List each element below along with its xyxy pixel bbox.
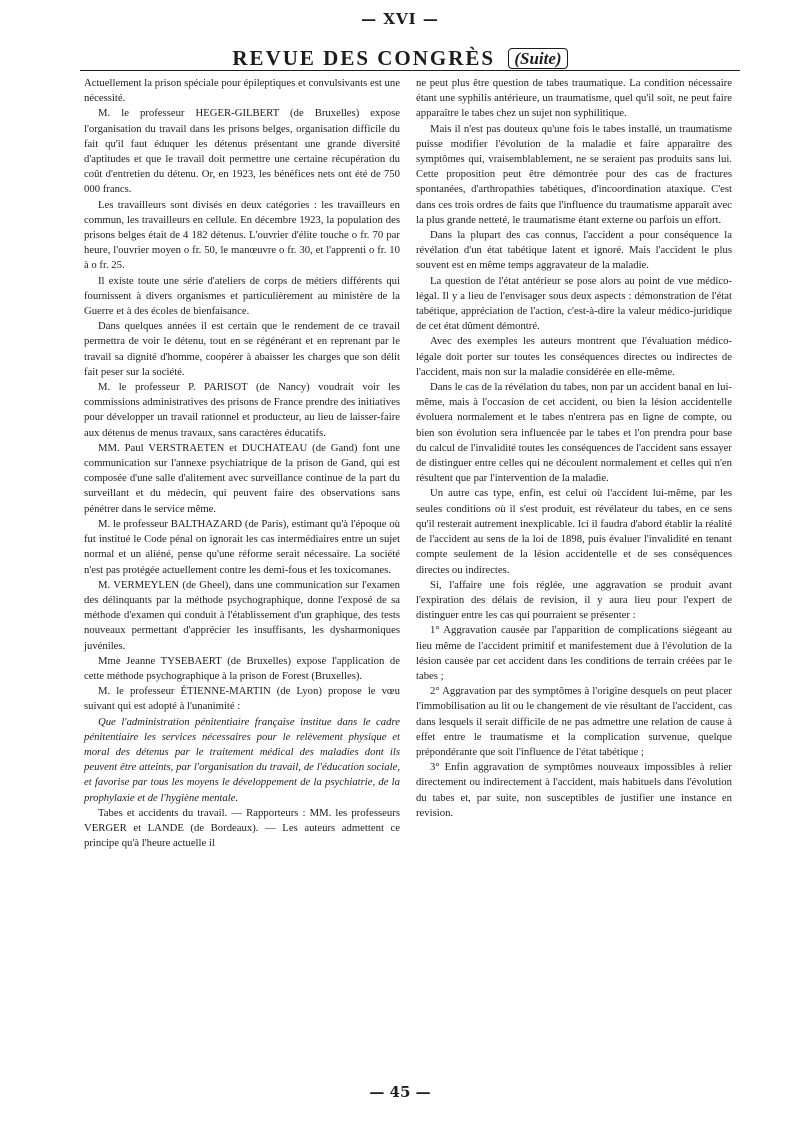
paragraph: Avec des exemples les auteurs montrent que l'évaluation médico-légale doit porter sur toutes les conséquences directes ou indirectes de l'accident, mais non sur la maladie considérée en elle-même. xyxy=(416,335,732,378)
paragraph: ne peut plus être question de tabes traumatique. La condition nécessaire étant une syphilis antérieure, un traumatisme, quel qu'il soit, ne peut faire apparaître le tabes chez un sujet non syphilitique. xyxy=(416,77,732,120)
page-number-bottom: — 45 — xyxy=(369,1083,431,1101)
paragraph: M. le professeur P. PARISOT (de Nancy) voudrait voir les commissions administratives des prisons de France prendre des initiatives pour développer un travail rationnel et producteur, au lieu de laisser-faire aux détenus de menus travaux, sans caractères éducatifs. xyxy=(84,381,400,439)
paragraph: Dans quelques années il est certain que le rendement de ce travail permettra de voir le détenu, tout en se régénérant et en reprenant par le travail sa dignité d'homme, coopérer à abaisser les charges que son délit fait peser sur la société. xyxy=(84,320,400,378)
paragraph: 3° Enfin aggravation de symptômes nouveaux impossibles à relier directement ou indirectement à l'accident, mais habituels dans l'évolution du tabes et, par suite, non susceptibles de justifier une instance en revision. xyxy=(416,761,732,819)
paragraph: M. VERMEYLEN (de Gheel), dans une communication sur l'examen des délinquants par la méthode psychographique, donne l'exposé de sa méthode d'examen qui conduit à l'établissement d'un graphique, des tests nouveaux permettant d'apprécier les insuffisants, les dysharmoniques juvéniles. xyxy=(84,578,400,652)
paragraph: 1° Aggravation causée par l'apparition de complications siégeant au lieu même de l'accident primitif et manifestement due à l'évolution de la lésion causée par cet accident dans les conditions de terrain créées par le tabes ; xyxy=(416,624,732,682)
paragraph: Dans la plupart des cas connus, l'accident a pour conséquence la révélation d'un état tabétique latent et ignoré. Mais l'accident le plus souvent est en même temps aggravateur de la maladie. xyxy=(416,229,732,272)
header-rule xyxy=(80,70,740,71)
paragraph: 2° Aggravation par des symptômes à l'origine desquels on peut placer l'immobilisation au lit ou le changement de vie résultant de l'accident, cas dans lesquels il serait difficile de ne pas admettre une relation de cause à effet entre le traumatisme et la complication survenue, quelque prépondérante que soit l'influence de l'état tabétique ; xyxy=(416,685,732,758)
right-column xyxy=(416,76,732,821)
paragraph: Un autre cas type, enfin, est celui où l'accident lui-même, par les seules conditions où il s'est produit, est révélateur du tabes, en ce sens qu'il resterait autrement inexplicable. Ici il faudra d'abord établir la réalité de l'accident au sens de la loi de 1898, puis évaluer l'invalidité en tenant compte seulement de la lésion accidentelle et de ses conséquences directes ou indirectes. xyxy=(416,487,732,576)
section-paragraph: Tabes et accidents du travail. — Rapporteurs : MM. les professeurs VERGER et LANDE (de Bordeaux). — Les auteurs admettent ce principe qu'à l'heure actuelle il xyxy=(84,806,400,850)
paragraph: M. le professeur ÉTIENNE-MARTIN (de Lyon) propose le vœu suivant qui est adopté à l'unanimité : xyxy=(84,685,400,713)
header-title: REVUE DES CONGRÈS xyxy=(232,46,496,70)
paragraph: Si, l'affaire une fois réglée, une aggravation se produit avant l'expiration des délais de revision, il y aura lieu pour l'expert de distinguer entre les cas qui pourraient se présenter : xyxy=(416,578,732,622)
left-column xyxy=(84,76,400,851)
paragraph: MM. Paul VERSTRAETEN et DUCHATEAU (de Gand) font une communication sur l'annexe psychiatrique de la prison de Gand, qui est composée d'une salle d'alitement avec surveillance continue de la part du surveillant et du médecin, qui peuvent faire des observations sans pénétrer dans le service même. xyxy=(84,441,400,515)
paragraph: M. le professeur BALTHAZARD (de Paris), estimant qu'à l'époque où fut institué le Code pénal on ignorait les cas intermédiaires entre un sujet normal et un aliéné, pense qu'une réforme serait nécessaire. La société n'est pas protégée actuellement contre les demi-fous et les toxicomanes. xyxy=(84,517,400,576)
paragraph: Mme Jeanne TYSEBAERT (de Bruxelles) expose l'application de cette méthode psychographique à la prison de Forest (Bruxelles). xyxy=(84,654,400,682)
paragraph: La question de l'état antérieur se pose alors au point de vue médico-légal. Il y a lieu de l'envisager sous deux aspects : démonstration de l'état tabétique, appréciation de l'action, c'est-à-dire la valeur médico-juridique de cet état dûment démontré. xyxy=(416,274,732,333)
paragraph: Il existe toute une série d'ateliers de corps de métiers différents qui fournissent à divers organismes et particulièrement au ministère de la Guerre et à des écoles de bienfaisance. xyxy=(84,274,400,318)
header-suite: (Suite) xyxy=(508,48,567,69)
resolution-text: Que l'administration pénitentiaire française institue dans le cadre pénitentiaire les services nécessaires pour le relèvement physique et moral des détenus par le traitement médical des maladies dont ils peuvent être atteints, par l'organisation du travail, de l'éducation sociale, et favorise par tous les moyens le développement de la psychiatrie, de la prophylaxie et de l'hygiène mentale. xyxy=(84,715,400,804)
page-number-top: — XVI — xyxy=(361,10,439,28)
section-header xyxy=(0,46,800,71)
paragraph: Dans le cas de la révélation du tabes, non par un accident banal en lui-même, mais à l'occasion de cet accident, ou bien la lésion accidentelle évoluera normalement et le tabes n'entrera pas en ligne de compte, ou bien son évolution sera influencée par le tabes et l'on prendra pour base du calcul de l'invalidité toutes les conséquences de l'accident sans essayer de distinguer entre celles qui ne découlent normalement et celles qui n'en résultent que par l'intervention de la maladie. xyxy=(416,381,732,485)
paragraph: Mais il n'est pas douteux qu'une fois le tabes installé, un traumatisme puisse modifier l'évolution de la maladie et faire apparaître des symptômes qui, vraisemblablement, ne se seraient pas produits sans lui. Cette proposition peut être démontrée pour des cas de fractures spontanées, d'arthropathies tabétiques, d'incoordination ataxique. C'est dans ces trois ordres de faits que l'influence du traumatisme apparaît avec la plus grande netteté, le traumatisme étant externe ou parfois un effort. xyxy=(416,122,732,226)
paragraph: Les travailleurs sont divisés en deux catégories : les travailleurs en commun, les travailleurs en cellule. En décembre 1923, la population des prisons belges était de 4 182 détenus. L'ouvrier d'élite touche o fr. 70 par heure, l'ouvrier moyen o fr. 50, le manœuvre o fr. 30, et l'apprenti o fr. 10 à o fr. 25. xyxy=(84,198,400,272)
paragraph: Actuellement la prison spéciale pour épileptiques et convulsivants est une nécessité. xyxy=(84,77,400,105)
paragraph: M. le professeur HEGER-GILBERT (de Bruxelles) expose l'organisation du travail dans les prisons belges, organisation difficile du fait qu'il faut éduquer les détenus présentant une grande diversité d'aptitudes et que le travail doit permettre une certaine récupération du coût d'entretien du détenu. Or, en 1923, les bénéfices nets ont été de 750 000 francs. xyxy=(84,107,400,196)
